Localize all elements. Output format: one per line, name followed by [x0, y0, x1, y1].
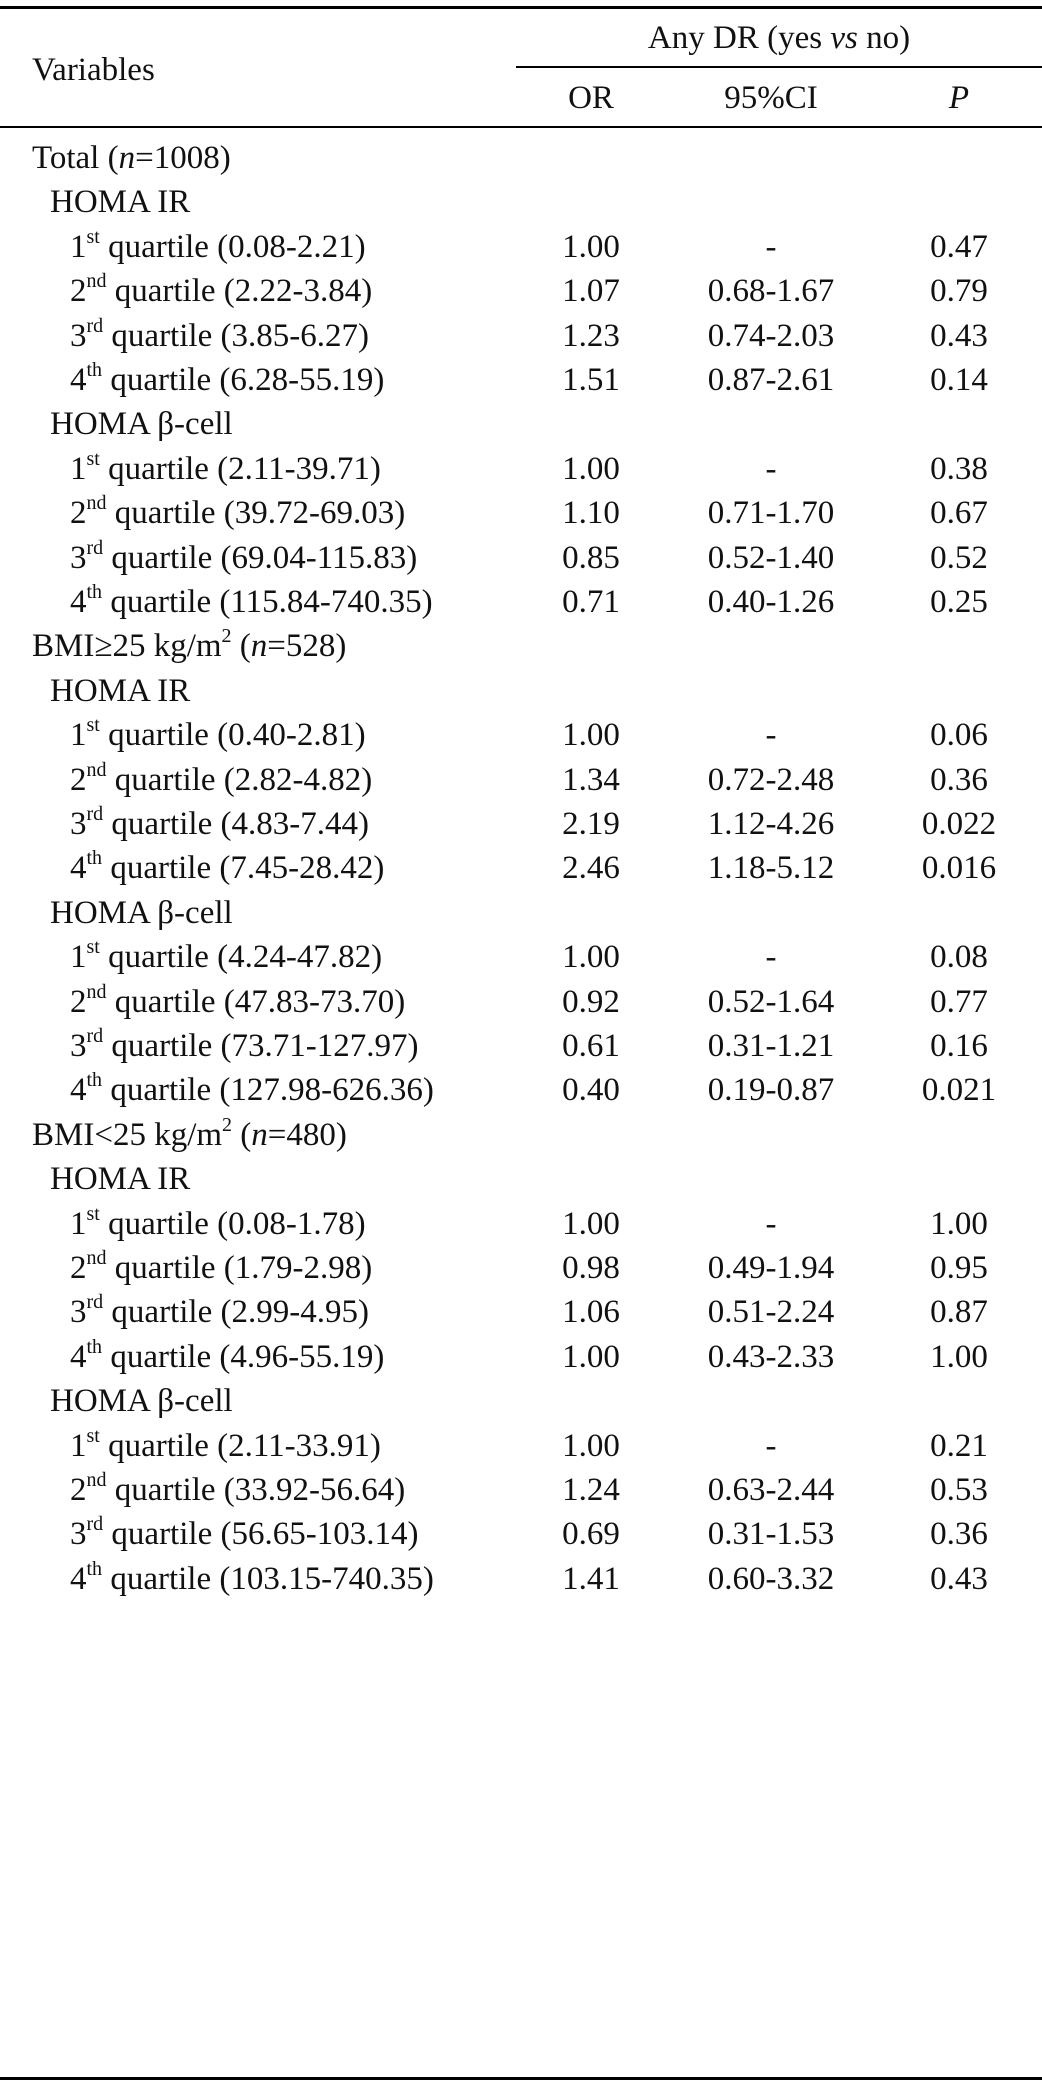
quartile-suffix: rd [86, 1513, 104, 1535]
confidence-interval-value: 0.51-2.24 [707, 1294, 835, 1330]
quartile-range: quartile (4.96-55.19) [102, 1339, 385, 1375]
row-label [0, 937, 382, 977]
group-label-sup: 2 [222, 1114, 233, 1136]
row-label [0, 316, 369, 356]
row-label [0, 671, 190, 711]
row-label [0, 760, 372, 800]
p-value: 0.47 [930, 229, 988, 265]
quartile-number: 3 [70, 318, 87, 354]
quartile-number: 3 [70, 1516, 87, 1552]
row-label [0, 182, 190, 222]
confidence-interval-value: - [765, 717, 777, 753]
quartile-range: quartile (2.11-39.71) [99, 451, 381, 487]
header-any-dr [516, 18, 1042, 58]
p-value: 0.79 [930, 273, 988, 309]
confidence-interval-value: 0.72-2.48 [707, 762, 835, 798]
quartile-number: 2 [70, 495, 87, 531]
quartile-number: 3 [70, 1294, 87, 1330]
quartile-number: 4 [70, 1072, 87, 1108]
odds-ratio-value: 1.00 [562, 939, 620, 975]
odds-ratio-value: 1.24 [562, 1472, 620, 1508]
row-label [0, 1292, 369, 1332]
quartile-range: quartile (115.84-740.35) [102, 584, 433, 620]
row-label [0, 804, 369, 844]
p-value: 0.38 [930, 451, 988, 487]
quartile-range: quartile (7.45-28.42) [102, 850, 385, 886]
quartile-suffix: th [86, 1336, 103, 1358]
odds-ratio-value: 2.19 [562, 806, 620, 842]
quartile-suffix: nd [86, 981, 107, 1003]
p-value: 0.016 [921, 850, 997, 886]
odds-ratio-value: 1.00 [562, 717, 620, 753]
confidence-interval-value: - [765, 1428, 777, 1464]
row-label [0, 538, 417, 578]
p-value: 0.43 [930, 1561, 988, 1597]
p-value: 0.87 [930, 1294, 988, 1330]
p-value: 0.53 [930, 1472, 988, 1508]
row-label [0, 449, 381, 489]
group-label-n: n [250, 628, 268, 664]
p-value: 0.16 [930, 1028, 988, 1064]
odds-ratio-value: 0.71 [562, 584, 620, 620]
quartile-range: quartile (3.85-6.27) [103, 318, 369, 354]
header-p-italic: P [948, 80, 970, 116]
quartile-range: quartile (47.83-73.70) [106, 984, 406, 1020]
header-or: OR [568, 80, 614, 116]
group-label-pre: Total ( [32, 140, 119, 176]
p-value: 0.022 [921, 806, 997, 842]
row-label [0, 1337, 384, 1377]
confidence-interval-value: 0.49-1.94 [707, 1250, 835, 1286]
confidence-interval-value: 0.52-1.64 [707, 984, 835, 1020]
row-label [0, 715, 366, 755]
row-label [0, 1470, 405, 1510]
header-bottom-rule [0, 126, 1042, 128]
confidence-interval-value: 1.12-4.26 [707, 806, 835, 842]
quartile-suffix: th [86, 1558, 103, 1580]
header-any-dr-pre: Any DR (yes [647, 20, 831, 56]
quartile-range: quartile (2.11-33.91) [99, 1428, 381, 1464]
confidence-interval-value: - [765, 939, 777, 975]
p-value: 0.14 [930, 362, 988, 398]
quartile-range: quartile (69.04-115.83) [103, 540, 418, 576]
odds-ratio-value: 1.00 [562, 229, 620, 265]
quartile-number: 1 [70, 1428, 87, 1464]
quartile-number: 2 [70, 984, 87, 1020]
row-label [0, 848, 384, 888]
quartile-range: quartile (1.79-2.98) [106, 1250, 373, 1286]
subgroup-label: HOMA β-cell [50, 895, 233, 931]
group-label-post: =480) [267, 1117, 347, 1153]
row-label [0, 982, 405, 1022]
group-label-pre: BMI<25 kg/m [32, 1117, 223, 1153]
odds-ratio-value: 0.61 [562, 1028, 620, 1064]
odds-ratio-value: 1.06 [562, 1294, 620, 1330]
p-value: 1.00 [930, 1206, 988, 1242]
row-label [0, 1381, 233, 1421]
quartile-range: quartile (2.82-4.82) [106, 762, 373, 798]
quartile-suffix: nd [86, 492, 107, 514]
quartile-number: 4 [70, 850, 87, 886]
subgroup-label: HOMA β-cell [50, 406, 233, 442]
group-label-sup: 2 [221, 625, 232, 647]
p-value: 0.36 [930, 1516, 988, 1552]
odds-ratio-value: 1.00 [562, 1206, 620, 1242]
quartile-range: quartile (2.99-4.95) [103, 1294, 369, 1330]
p-value: 0.36 [930, 762, 988, 798]
quartile-range: quartile (39.72-69.03) [106, 495, 406, 531]
header-any-dr-vs: vs [830, 20, 858, 56]
odds-ratio-value: 0.85 [562, 540, 620, 576]
confidence-interval-value: 0.31-1.21 [707, 1028, 835, 1064]
quartile-number: 4 [70, 584, 87, 620]
quartile-suffix: rd [86, 803, 104, 825]
confidence-interval-value: 0.74-2.03 [707, 318, 835, 354]
row-label [0, 1115, 347, 1155]
quartile-suffix: st [86, 448, 100, 470]
row-label [0, 1248, 372, 1288]
quartile-suffix: st [86, 1425, 100, 1447]
confidence-interval-value: 0.31-1.53 [707, 1516, 835, 1552]
quartile-suffix: st [86, 936, 100, 958]
p-value: 0.67 [930, 495, 988, 531]
p-value: 0.52 [930, 540, 988, 576]
header-p [876, 78, 1042, 118]
confidence-interval-value: 0.19-0.87 [707, 1072, 835, 1108]
row-label [0, 626, 346, 666]
quartile-range: quartile (73.71-127.97) [103, 1028, 419, 1064]
header-variables: Variables [32, 52, 155, 88]
subgroup-label: HOMA IR [50, 1161, 191, 1197]
quartile-range: quartile (103.15-740.35) [102, 1561, 434, 1597]
confidence-interval-value: - [765, 451, 777, 487]
quartile-number: 3 [70, 540, 87, 576]
row-label [0, 1070, 434, 1110]
quartile-suffix: nd [86, 270, 107, 292]
p-value: 0.25 [930, 584, 988, 620]
group-label-n: n [118, 140, 136, 176]
odds-ratio-value: 0.98 [562, 1250, 620, 1286]
odds-ratio-value: 0.40 [562, 1072, 620, 1108]
confidence-interval-value: 0.60-3.32 [707, 1561, 835, 1597]
odds-ratio-value: 1.00 [562, 1339, 620, 1375]
quartile-range: quartile (4.24-47.82) [99, 939, 383, 975]
row-label [0, 893, 233, 933]
quartile-number: 1 [70, 717, 87, 753]
quartile-number: 4 [70, 362, 87, 398]
header-95ci: 95%CI [724, 80, 818, 116]
quartile-range: quartile (0.08-1.78) [99, 1206, 366, 1242]
odds-ratio-value: 0.69 [562, 1516, 620, 1552]
group-label-pre2: ( [232, 1117, 252, 1153]
quartile-suffix: rd [86, 1291, 104, 1313]
quartile-suffix: nd [86, 1247, 107, 1269]
confidence-interval-value: - [765, 1206, 777, 1242]
row-label [0, 493, 405, 533]
p-value: 0.06 [930, 717, 988, 753]
quartile-suffix: st [86, 226, 100, 248]
confidence-interval-value: 0.63-2.44 [707, 1472, 835, 1508]
quartile-suffix: nd [86, 1469, 107, 1491]
odds-ratio-value: 1.23 [562, 318, 620, 354]
row-label [0, 1426, 381, 1466]
quartile-range: quartile (127.98-626.36) [102, 1072, 434, 1108]
p-value: 1.00 [930, 1339, 988, 1375]
quartile-number: 2 [70, 1472, 87, 1508]
subgroup-label: HOMA IR [50, 184, 191, 220]
quartile-suffix: th [86, 581, 103, 603]
confidence-interval-value: 0.52-1.40 [707, 540, 835, 576]
subgroup-label: HOMA IR [50, 673, 191, 709]
odds-ratio-value: 1.10 [562, 495, 620, 531]
odds-ratio-value: 1.07 [562, 273, 620, 309]
quartile-suffix: rd [86, 315, 104, 337]
confidence-interval-value: - [765, 229, 777, 265]
quartile-range: quartile (0.40-2.81) [99, 717, 366, 753]
quartile-suffix: rd [86, 1025, 104, 1047]
p-value: 0.95 [930, 1250, 988, 1286]
p-value: 0.43 [930, 318, 988, 354]
odds-ratio-value: 1.34 [562, 762, 620, 798]
quartile-number: 1 [70, 229, 87, 265]
quartile-number: 2 [70, 1250, 87, 1286]
group-label-pre: BMI≥25 kg/m [32, 628, 222, 664]
group-label-post: =1008) [135, 140, 231, 176]
quartile-range: quartile (6.28-55.19) [102, 362, 385, 398]
confidence-interval-value: 0.43-2.33 [707, 1339, 835, 1375]
confidence-interval-value: 1.18-5.12 [707, 850, 835, 886]
p-value: 0.77 [930, 984, 988, 1020]
odds-ratio-value: 0.92 [562, 984, 620, 1020]
p-value: 0.021 [921, 1072, 997, 1108]
row-label [0, 404, 233, 444]
odds-ratio-value: 1.41 [562, 1561, 620, 1597]
quartile-number: 2 [70, 762, 87, 798]
row-label [0, 138, 231, 178]
odds-ratio-value: 2.46 [562, 850, 620, 886]
quartile-suffix: th [86, 847, 103, 869]
quartile-range: quartile (56.65-103.14) [103, 1516, 419, 1552]
quartile-suffix: nd [86, 759, 107, 781]
quartile-suffix: th [86, 1069, 103, 1091]
quartile-number: 1 [70, 1206, 87, 1242]
row-label [0, 1514, 418, 1554]
confidence-interval-value: 0.87-2.61 [707, 362, 835, 398]
group-label-pre2: ( [231, 628, 251, 664]
odds-ratio-value: 1.51 [562, 362, 620, 398]
table-bottom-rule [0, 2077, 1042, 2080]
confidence-interval-value: 0.40-1.26 [707, 584, 835, 620]
p-value: 0.08 [930, 939, 988, 975]
odds-ratio-value: 1.00 [562, 451, 620, 487]
subgroup-label: HOMA β-cell [50, 1383, 233, 1419]
row-label [0, 1559, 434, 1599]
quartile-number: 3 [70, 1028, 87, 1064]
row-label [0, 582, 433, 622]
table-top-rule [0, 6, 1042, 9]
quartile-number: 4 [70, 1339, 87, 1375]
quartile-suffix: th [86, 359, 103, 381]
header-any-dr-post: no) [857, 20, 911, 56]
confidence-interval-value: 0.71-1.70 [707, 495, 835, 531]
row-label [0, 360, 384, 400]
quartile-range: quartile (0.08-2.21) [99, 229, 366, 265]
quartile-suffix: rd [86, 537, 104, 559]
quartile-suffix: st [86, 714, 100, 736]
quartile-number: 1 [70, 451, 87, 487]
row-label [0, 1026, 418, 1066]
confidence-interval-value: 0.68-1.67 [707, 273, 835, 309]
quartile-number: 1 [70, 939, 87, 975]
quartile-number: 4 [70, 1561, 87, 1597]
row-label [0, 227, 366, 267]
quartile-number: 3 [70, 806, 87, 842]
quartile-range: quartile (2.22-3.84) [106, 273, 373, 309]
group-label-post: =528) [267, 628, 347, 664]
odds-ratio-value: 1.00 [562, 1428, 620, 1464]
group-header-rule [516, 66, 1042, 68]
row-label [0, 271, 372, 311]
quartile-range: quartile (4.83-7.44) [103, 806, 369, 842]
group-label-n: n [251, 1117, 268, 1153]
row-label [0, 1159, 190, 1199]
p-value: 0.21 [930, 1428, 988, 1464]
row-label [0, 1204, 366, 1244]
quartile-range: quartile (33.92-56.64) [106, 1472, 406, 1508]
quartile-number: 2 [70, 273, 87, 309]
quartile-suffix: st [86, 1203, 100, 1225]
